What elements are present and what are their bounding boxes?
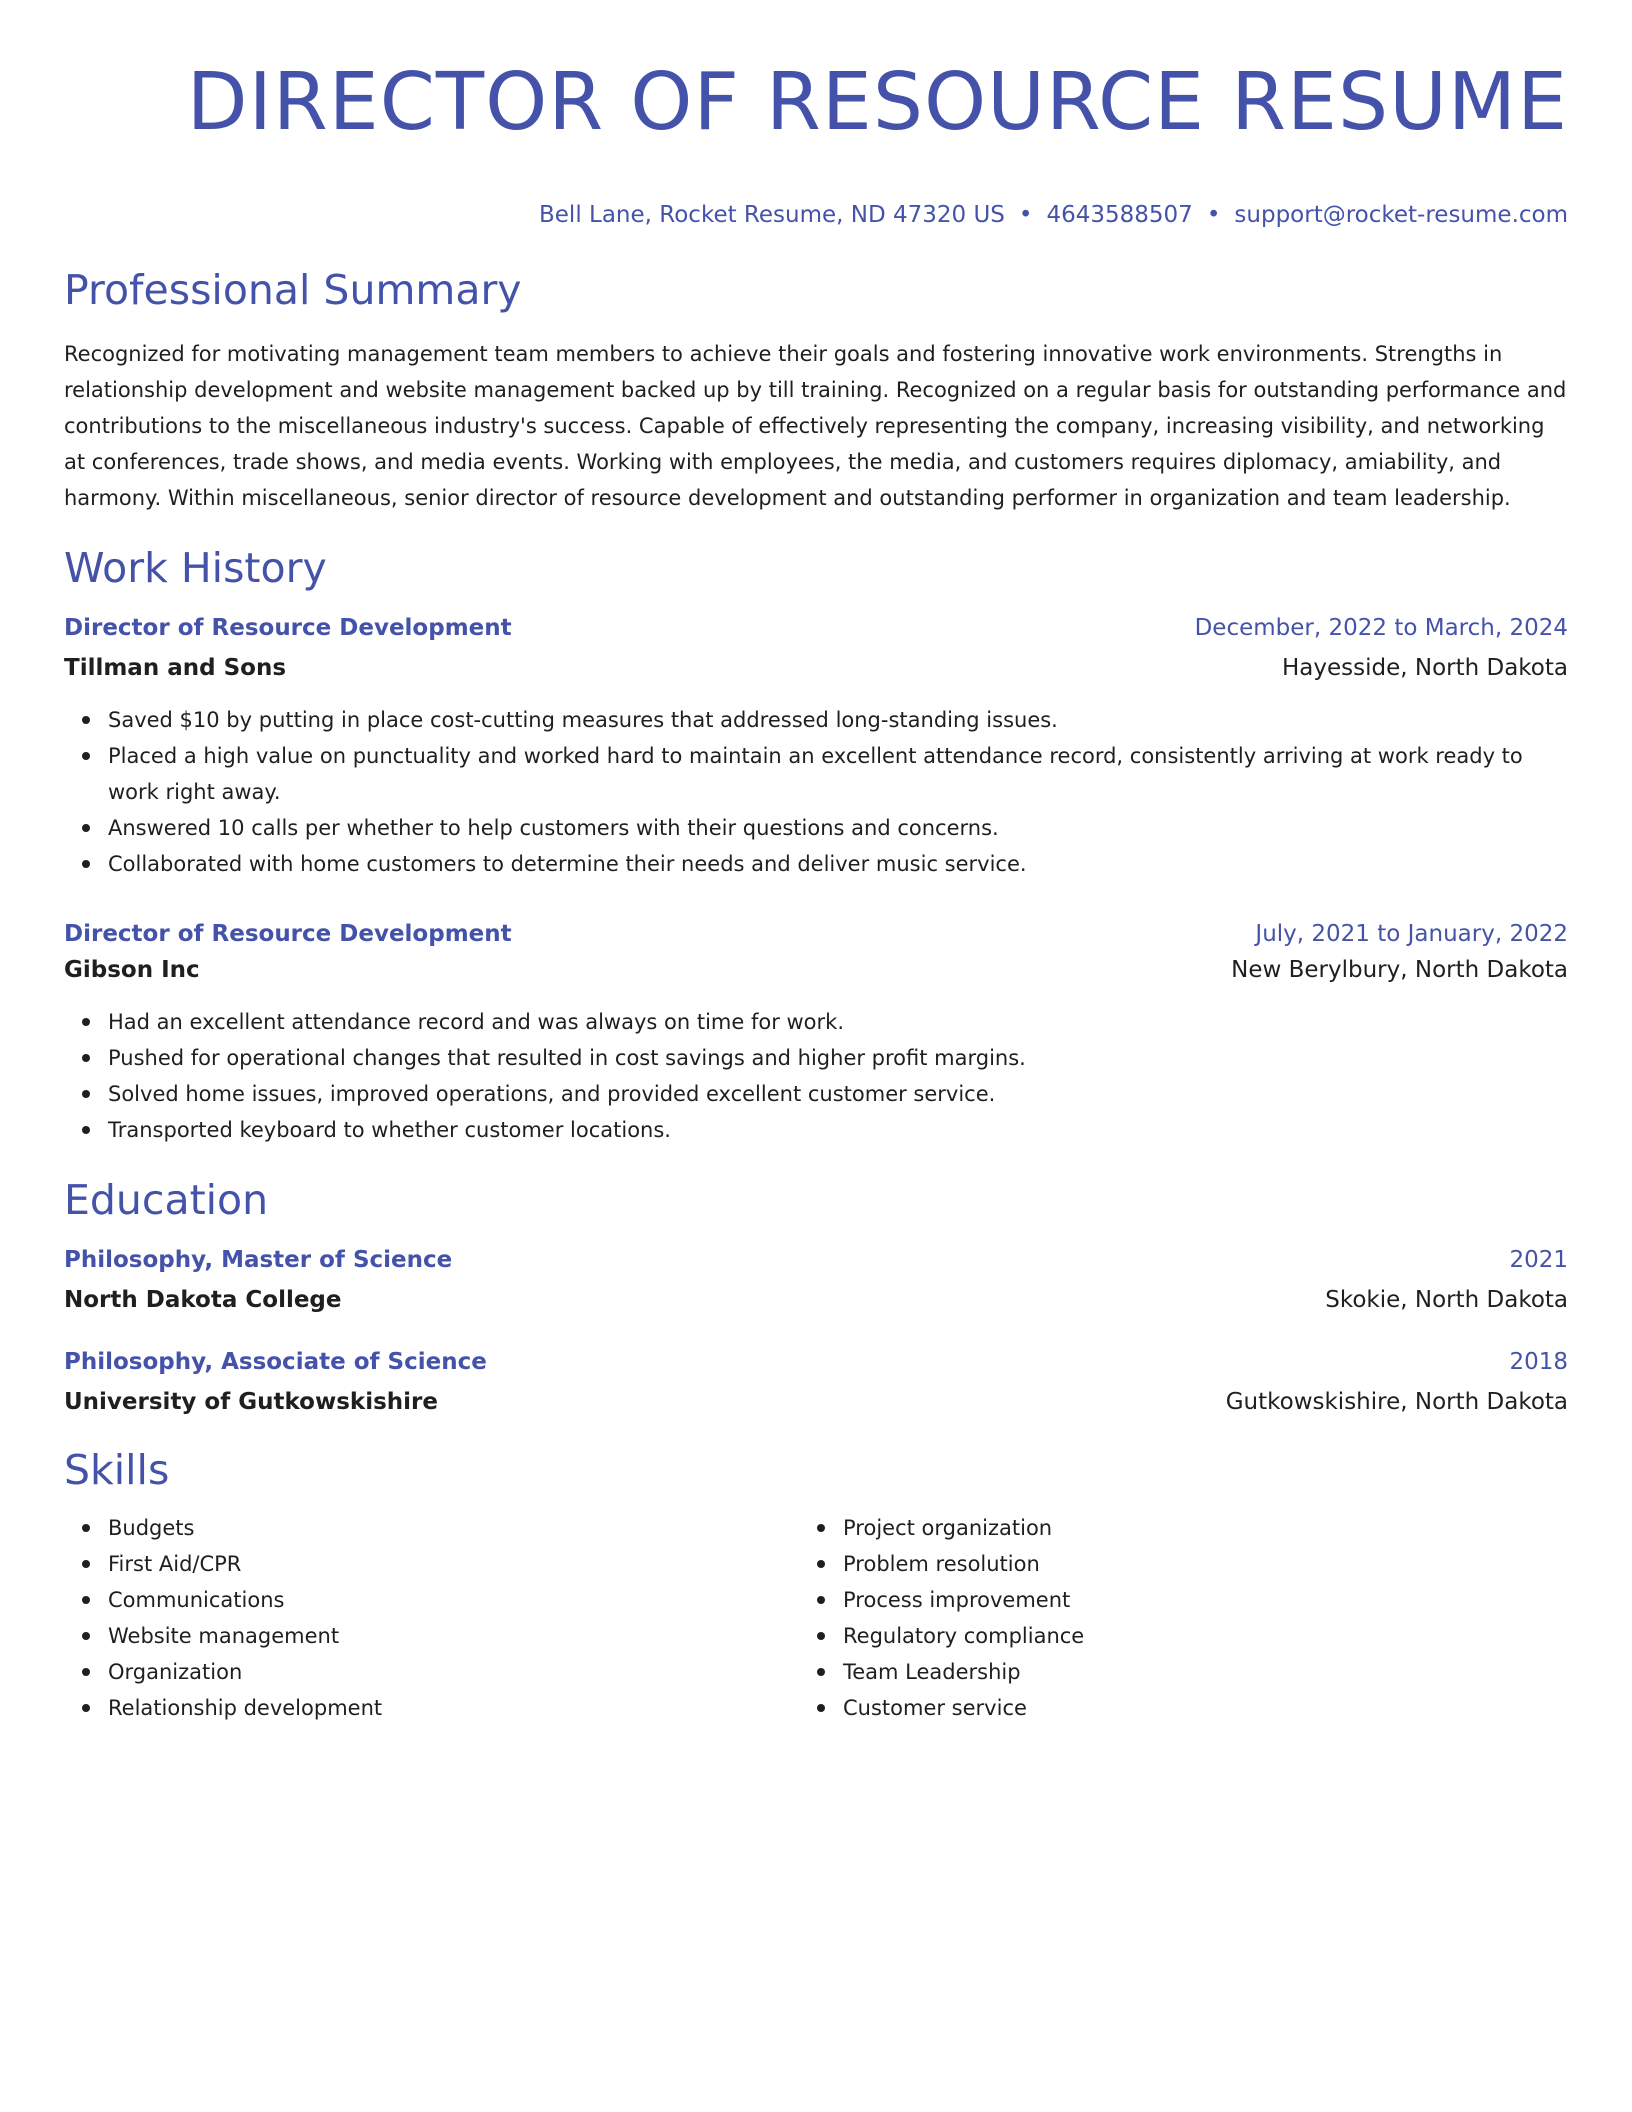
- list-item: [108, 1690, 799, 1726]
- education-school: North Dakota College: [64, 1287, 342, 1313]
- job-org-row: [64, 950, 1568, 986]
- skills-column-left: [64, 1510, 799, 1726]
- education-location: Gutkowskishire, North Dakota: [1225, 1389, 1568, 1415]
- education-header-row: [64, 1346, 1568, 1378]
- list-item: [843, 1510, 1534, 1546]
- job-title: Director of Resource Development: [64, 615, 512, 641]
- bullet-text: Collaborated with home customers to determine their needs and deliver music service.: [108, 852, 1027, 876]
- list-item: [108, 846, 1568, 882]
- bullet-text: Pushed for operational changes that resulted in cost savings and higher profit margins.: [108, 1046, 1026, 1070]
- bullet-dot: [82, 1090, 90, 1098]
- skills-section: [64, 1444, 1568, 1726]
- bullet-dot: [82, 1560, 90, 1568]
- education-header-row: [64, 1244, 1568, 1276]
- section-title: Skills: [64, 1446, 170, 1494]
- education-org-row: [64, 1276, 1568, 1316]
- job-entry: [64, 918, 1568, 1148]
- education-degree: Philosophy, Associate of Science: [64, 1349, 487, 1375]
- summary-text: Recognized for motivating management team members to achieve their goals and fostering innovative work environments. Strengths in relationship development and website management backed up by till training. Recognized on a regular basis for outstanding performance and contributions to the miscellaneous industry's success. Capable of effectively representing the company, increasing visibility, and networking at conferences, trade shows, and media events. Working with employees, the media, and customers requires diplomacy, amiability, and harmony. Within miscellaneous, senior director of resource development and outstanding performer in organization and team leadership.: [64, 342, 1567, 510]
- bullet-dot: [817, 1524, 825, 1532]
- skills-list: [64, 1510, 799, 1726]
- education-year: 2021: [1509, 1247, 1568, 1273]
- job-bullets: [64, 702, 1568, 882]
- list-item: [108, 1040, 1568, 1076]
- job-dates: July, 2021 to January, 2022: [1255, 921, 1568, 947]
- section-title: Work History: [64, 544, 327, 592]
- list-item: [843, 1546, 1534, 1582]
- bullet-dot: [817, 1632, 825, 1640]
- bullet-dot: [82, 1018, 90, 1026]
- contact-line: [64, 200, 1568, 230]
- job-header-row: [64, 612, 1568, 644]
- bullet-dot: [82, 1126, 90, 1134]
- bullet-text: Had an excellent attendance record and was always on time for work.: [108, 1010, 845, 1034]
- list-item: [108, 810, 1568, 846]
- work-history-section: [64, 542, 1568, 1148]
- contact-separator: •: [1206, 202, 1221, 228]
- bullet-text: Transported keyboard to whether customer locations.: [108, 1118, 671, 1142]
- bullet-dot: [82, 1524, 90, 1532]
- bullet-text: Saved $10 by putting in place cost-cutting measures that addressed long-standing issues.: [108, 708, 1058, 732]
- contact-separator: •: [1018, 202, 1033, 228]
- bullet-dot: [82, 752, 90, 760]
- bullet-dot: [82, 1668, 90, 1676]
- skill-text: Project organization: [843, 1516, 1053, 1540]
- skills-grid: [64, 1510, 1568, 1726]
- list-item: [843, 1654, 1534, 1690]
- education-section: [64, 1174, 1568, 1418]
- bullet-dot: [817, 1596, 825, 1604]
- contact-phone: 4643588507: [1046, 202, 1193, 228]
- list-item: [843, 1690, 1534, 1726]
- job-title: Director of Resource Development: [64, 921, 512, 947]
- skill-text: Communications: [108, 1588, 285, 1612]
- section-title: Education: [64, 1176, 269, 1224]
- education-year: 2018: [1509, 1349, 1568, 1375]
- education-school: University of Gutkowskishire: [64, 1389, 438, 1415]
- skill-text: Customer service: [843, 1696, 1027, 1720]
- list-item: [108, 1510, 799, 1546]
- job-dates: December, 2022 to March, 2024: [1194, 615, 1568, 641]
- job-header-row: [64, 918, 1568, 950]
- bullet-dot: [82, 1704, 90, 1712]
- list-item: [843, 1582, 1534, 1618]
- skill-text: Process improvement: [843, 1588, 1071, 1612]
- bullet-dot: [817, 1704, 825, 1712]
- bullet-dot: [817, 1668, 825, 1676]
- job-location: Hayesside, North Dakota: [1281, 655, 1568, 681]
- bullet-dot: [82, 1632, 90, 1640]
- summary-section: [64, 264, 1568, 516]
- skills-column-right: [799, 1510, 1534, 1726]
- skill-text: Relationship development: [108, 1696, 383, 1720]
- list-item: [108, 1582, 799, 1618]
- bullet-dot: [82, 860, 90, 868]
- list-item: [108, 702, 1568, 738]
- bullet-dot: [82, 824, 90, 832]
- skill-text: First Aid/CPR: [108, 1552, 242, 1576]
- list-item: [108, 1618, 799, 1654]
- list-item: [108, 1004, 1568, 1040]
- bullet-dot: [82, 716, 90, 724]
- skill-text: Team Leadership: [843, 1660, 1021, 1684]
- skill-text: Problem resolution: [843, 1552, 1040, 1576]
- list-item: [108, 1112, 1568, 1148]
- job-company: Gibson Inc: [64, 957, 200, 983]
- list-item: [843, 1618, 1534, 1654]
- bullet-dot: [82, 1054, 90, 1062]
- job-location: New Berylbury, North Dakota: [1231, 957, 1568, 983]
- skills-list: [799, 1510, 1534, 1726]
- education-degree: Philosophy, Master of Science: [64, 1247, 453, 1273]
- section-title: Professional Summary: [64, 266, 522, 314]
- education-location: Skokie, North Dakota: [1325, 1287, 1568, 1313]
- contact-address: Bell Lane, Rocket Resume, ND 47320 US: [539, 202, 1005, 228]
- education-entry: [64, 1244, 1568, 1316]
- job-company: Tillman and Sons: [64, 655, 287, 681]
- list-item: [108, 1546, 799, 1582]
- list-item: [108, 1076, 1568, 1112]
- bullet-text: Solved home issues, improved operations, and provided excellent customer service.: [108, 1082, 996, 1106]
- skill-text: Budgets: [108, 1516, 195, 1540]
- job-org-row: [64, 644, 1568, 684]
- contact-email[interactable]: support@rocket-resume.com: [1234, 202, 1568, 228]
- bullet-dot: [817, 1560, 825, 1568]
- resume-name: DIRECTOR OF RESOURCE RESUME: [186, 56, 1568, 148]
- bullet-dot: [82, 1596, 90, 1604]
- list-item: [108, 738, 1568, 810]
- education-entry: [64, 1346, 1568, 1418]
- job-bullets: [64, 1004, 1568, 1148]
- education-org-row: [64, 1378, 1568, 1418]
- skill-text: Website management: [108, 1624, 340, 1648]
- job-entry: [64, 612, 1568, 882]
- list-item: [108, 1654, 799, 1690]
- bullet-text: Answered 10 calls per whether to help customers with their questions and concerns.: [108, 816, 999, 840]
- bullet-text: Placed a high value on punctuality and worked hard to maintain an excellent attendance record, consistently arriving at work ready to work right away.: [108, 744, 1523, 804]
- skill-text: Regulatory compliance: [843, 1624, 1085, 1648]
- skill-text: Organization: [108, 1660, 243, 1684]
